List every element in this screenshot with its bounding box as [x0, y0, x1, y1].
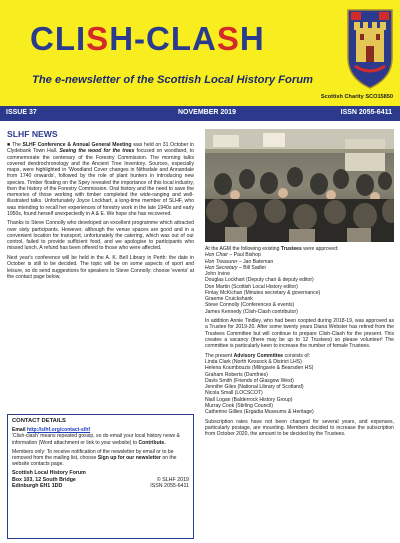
charity-number: Scottish Charity SCO15850: [320, 94, 393, 100]
list-item: John Irvine: [205, 271, 230, 277]
issue-issn: ISSN 2055-6411: [340, 109, 392, 116]
trustee-list: [205, 252, 394, 315]
list-item: James Kennedy (Clish-Clash contributor): [205, 308, 298, 315]
members-note: Members only: To receive notification of the newsletter by email or to be removed from the mailing list, choose Sign up for our newsletter on the website contacts page.: [12, 448, 177, 468]
contact-heading: CONTACT DETAILS: [12, 418, 66, 424]
list-item: Graeme Cruickshank: [205, 296, 253, 302]
news-column: [7, 142, 194, 283]
list-item: Niall Logan (Balderrock History Group): [205, 396, 293, 403]
news-paragraph: Next year's conference will be held in the A. K. Bell Library in Perth: the date in October is still to be decided. The topic will be on some aspects of sport and leisure, so do send suggestions for speakers to Steve Connolly: choose 'events' at the contact page below.: [7, 255, 194, 280]
list-item: Helena Koumbouzis (Milngavie & Bearsden HS): [205, 365, 314, 372]
agm-intro: At the AGM the following existing Trustees were approved:: [205, 246, 339, 252]
list-item: Finlay McKichan (Minutes secretary & governance): [205, 289, 321, 296]
masthead: [0, 0, 400, 106]
list-item: Douglas Lockhart (Deputy chair & deputy editor): [205, 277, 314, 284]
list-item: Hon Treasurer – Jan Bateman: [205, 258, 274, 265]
issue-bar: [0, 106, 400, 121]
conference-audience-photo: [205, 129, 394, 242]
list-item: Nicola Small (LOCSCOT): [205, 390, 263, 397]
list-item: Hon Secretary – Bill Sadler: [205, 264, 267, 271]
agm-column: [205, 246, 394, 441]
section-heading: SLHF NEWS: [7, 129, 58, 139]
contact-box: [7, 414, 194, 539]
list-item: Don Martin (Scottish Local History editor): [205, 283, 298, 290]
list-item: Murray Cook (Stirling Council): [205, 402, 273, 409]
advisory-list: The present Advisory Committee consists of: Linda Clark (North Kessock & District LHS) Helena Koumbouzis (Milngavie & Bearsden HS) Graham Roberts (Dumfries) Davis Smith (Friends of Glasgow West) Jennifer Giles (National Library of Scotland) Nicola Small (LOCSCOT) Niall Logan (Balderrock History Group) Murray Cook (Stirling Council) Catherine Gillies (Ergadia Museums & Heritage): [205, 353, 394, 416]
newsletter-title: CLISH-CLASH: [30, 20, 265, 57]
issue-number: ISSUE 37: [6, 109, 37, 116]
list-item: Graham Roberts (Dumfries): [205, 371, 268, 378]
list-item: Hon Chair – Paul Bishop: [205, 252, 261, 259]
agm-paragraph: Subscription rates have not been changed for several years, and expenses, particularly postage, are mounting. Members decided to increase the subscription from October 2020, the amount to be decided by the Trustees.: [205, 418, 394, 438]
news-paragraph: Thanks to Steve Connolly who developed an excellent programme which attracted over sixty participants. However, although the venue spaces are good and in a convenient location for transport, unfortunately the catering, which was out of our control, failed to provide sufficient food, and we apologise to participants who missed lunch. A refund has been offered to those who were affected.: [7, 220, 194, 252]
list-item: Steve Connolly (Conferences & events): [205, 302, 295, 309]
contact-email: Email http://slhf.org/contact-slhf 'Clish-clash' means repeated gossip, so do email your local history news & information (Word attachment or link to your website) to Contribute.: [12, 427, 180, 446]
contact-link[interactable]: http://slhf.org/contact-slhf: [27, 427, 91, 434]
issue-date: NOVEMBER 2019: [178, 109, 236, 116]
list-item: Jennifer Giles (National Library of Scotland): [205, 384, 304, 391]
postal-address: Scottish Local History Forum Box 103, 12 South Bridge © SLHF 2019 Edinburgh EH1 1DD ISSN 2055-6411: [12, 470, 189, 490]
agm-paragraph: In addition Annie Tindley, who had been coopted during 2018-19, was approved as a Trustee for 2019-20. After some twenty years Diana Webster has retired from the Trustees Committee but will continue to prepare Clish-Clash for the present. This creates a vacancy (there may be up to 12 Trustees) so please volunteer! The committee is particularly keen to increase the number of female Trustees.: [205, 318, 394, 350]
list-item: Linda Clark (North Kessock & District LHS): [205, 359, 302, 366]
news-paragraph: ■ The SLHF Conference & Annual General Meeting was held on 31 October in Clydebank Town Hall. Seeing the wood for the trees focused on woodland, to commemorate the centenary of the Forestry Commission. The morning talks covered dendrochronology and the Ancient Tree Inventory. Sources, especially maps, were highlighted in 'Woodland Cover changes in Nithsdale and Annandale from 1740 onwards', followed by the role of plant hunters in introducing new species. Timber floating on the Spey revealed the importance of this local industry, then the history of the Forestry Commission. Oral history and the need to save the memories of those working with timber completed the wide-ranging and well-illustrated talks. Unfortunately Joyce Lockhart, a long-time member of SLHF, who was intending to recall her experiences of forestry work in the late 1940s and early 1950s, found herself unexpectedly in A & E. We hope she has recovered.: [7, 142, 194, 217]
list-item: Davis Smith (Friends of Glasgow West): [205, 377, 294, 384]
newsletter-subtitle: The e-newsletter of the Scottish Local History Forum: [32, 74, 313, 86]
castle-crest-icon: [345, 6, 395, 90]
list-item: Catherine Gillies (Ergadia Museums & Heritage): [205, 409, 314, 416]
